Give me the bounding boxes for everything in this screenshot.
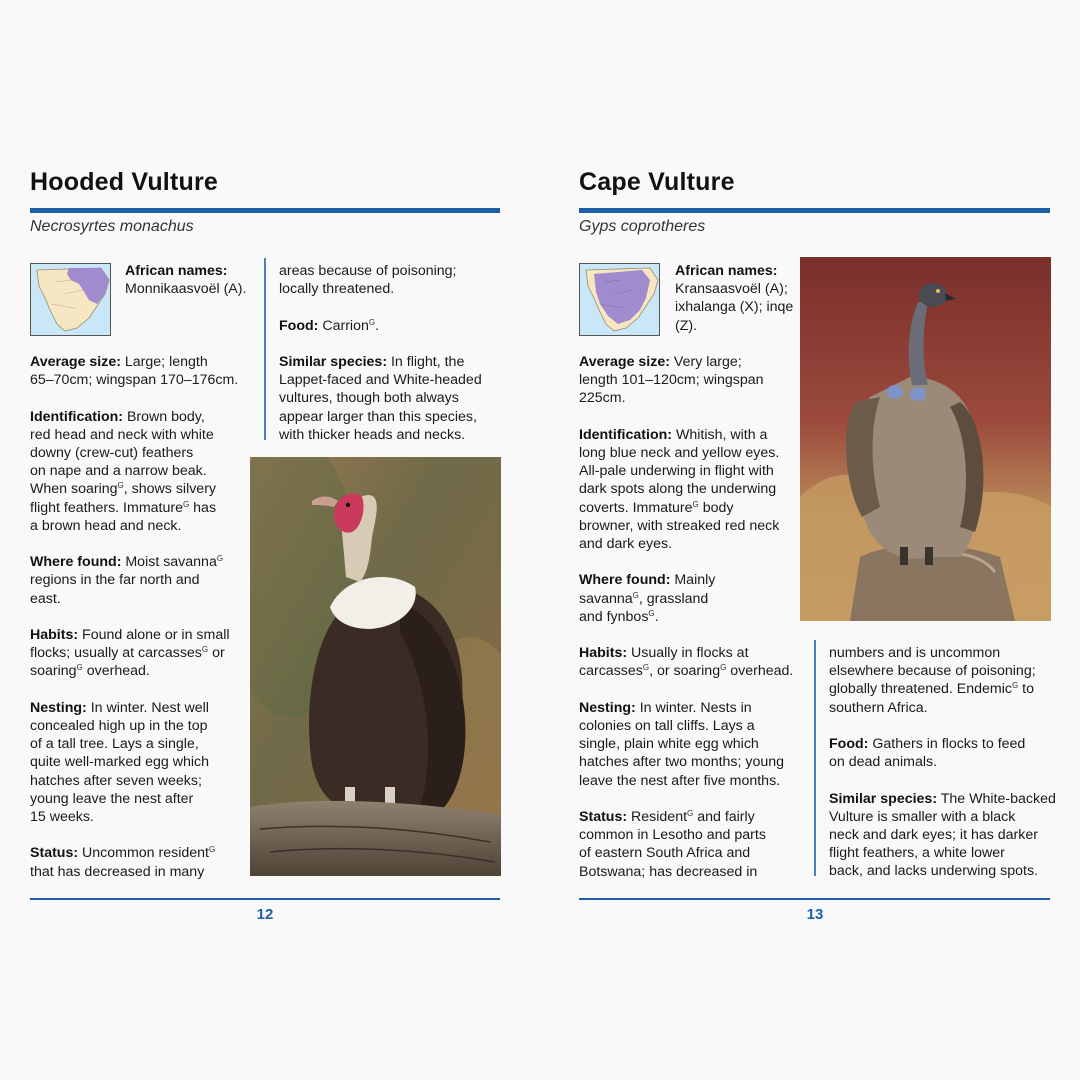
glossary-marker: G [209,845,216,855]
distribution-map [30,263,111,336]
glossary-marker: G [692,499,699,509]
paragraph [30,626,245,681]
text-line: red head and neck with white [30,426,214,443]
paragraph [579,353,804,408]
text-line: When soaring$^G$, shows silvery [30,481,217,498]
glossary-marker: G [368,317,376,327]
glossary-marker: G [76,663,83,673]
african-names-label: African names: [125,263,228,279]
text-line: areas because of poisoning; [279,263,457,279]
text-line: Habits: Usually in flocks at [579,645,749,662]
field-label: Similar species: [829,790,938,807]
paragraph [279,353,504,444]
paragraph [579,808,804,881]
text-line: coverts. Immature$^G$ body [579,499,734,516]
title-rule [579,208,1050,213]
text-line: on nape and a narrow beak. [30,463,207,480]
text-line: of a tall tree. Lays a single, [30,736,199,753]
paragraph [30,408,245,535]
glossary-marker: G [1011,681,1019,691]
field-label: Nesting: [579,699,636,716]
text-line: colonies on tall cliffs. Lays a [579,718,755,734]
field-label: Food: [279,317,319,334]
text-line: Nesting: In winter. Nests in [579,699,752,716]
text-line: quite well-marked egg which [30,754,210,771]
glossary-marker: G [201,645,209,655]
text-line: flocks; usually at carcasses$^G$ or [30,645,225,662]
text-column-1 [579,353,804,899]
text-line: concealed high up in the top [30,718,208,734]
african-names-line: (X); inqe (Z). [675,299,794,334]
paragraph [279,317,504,335]
text-line: soaring$^G$ overhead. [30,663,150,680]
footer-rule [579,898,1050,900]
text-column-2 [279,262,504,462]
text-line: Identification: Brown body, [30,408,205,425]
text-column-1 [30,353,245,899]
african-names-line: Kransaasvoël [675,281,761,298]
glossary-marker: G [648,608,655,618]
column-divider [814,640,816,876]
text-line: browner, with streaked red neck [579,517,780,534]
field-label: Nesting: [30,699,87,716]
text-line: of eastern South Africa and [579,845,751,862]
text-line: neck and dark eyes; it has darker [829,827,1038,843]
footer-rule [30,898,500,900]
field-label: Habits: [579,645,628,662]
text-line: 15 weeks. [30,809,94,826]
text-line: length 101–120cm; wingspan [579,372,764,389]
text-line: Similar species: In flight, the [279,353,465,370]
cape-vulture-photo [800,257,1051,621]
text-line: locally threatened. [279,281,395,298]
text-line: single, plain white egg which [579,736,759,753]
text-line: Lappet-faced and White-headed [279,372,482,389]
paragraph [279,262,504,298]
title-rule [30,208,500,213]
glossary-marker: G [216,554,224,564]
text-line: a brown head and neck. [30,517,182,534]
text-line: leave the nest after five months. [579,772,781,789]
text-line: Where found: Moist savanna$^G$ [30,554,224,571]
text-line: flight feathers, a white lower [829,845,1005,862]
text-line: Similar species: The White-backed [829,790,1056,807]
text-line: Botswana; has decreased in [579,863,758,880]
glossary-marker: G [632,590,639,600]
paragraph [30,553,245,608]
paragraph [30,353,245,389]
african-names-line: Monnikaasvoël (A). [125,281,247,298]
text-line: and fynbos$^G$. [579,608,659,625]
field-label: Identification: [30,408,124,425]
text-line: Average size: Very large; [579,354,742,370]
text-line: with thicker heads and necks. [279,426,466,443]
text-line: hatches after two months; young [579,754,785,771]
glossary-marker: G [642,663,650,673]
text-line: Average size: Large; length [30,354,208,370]
text-line: common in Lesotho and parts [579,827,766,844]
text-line: that has decreased in many [30,863,205,880]
glossary-marker: G [117,481,124,491]
text-line: elsewhere because of poisoning; [829,663,1036,680]
paragraph [30,844,245,880]
field-label: Average size: [30,354,121,370]
text-line: hatches after seven weeks; [30,772,202,789]
african-names-label: African names: [675,263,778,279]
text-line: Status: Resident$^G$ and fairly [579,809,755,825]
text-line: downy (crew-cut) feathers [30,445,194,461]
text-line: young leave the nest after [30,790,194,807]
field-label: Average size: [579,354,670,370]
paragraph [579,571,804,626]
text-line: on dead animals. [829,754,938,771]
paragraph [579,699,804,790]
text-column-2 [829,644,1054,899]
paragraph [579,644,804,680]
text-line: and dark eyes. [579,536,673,553]
text-line: savanna$^G$, grassland [579,590,709,607]
species-title: Cape Vulture [579,168,735,196]
african-names-line: (A); ixhalanga [675,281,788,316]
paragraph [829,644,1054,717]
text-line: dark spots along the underwing [579,481,777,498]
african-names [675,262,795,335]
text-line: All-pale underwing in flight with [579,463,774,480]
field-label: Food: [829,736,869,752]
text-line: 225cm. [579,390,626,407]
distribution-map [579,263,660,336]
field-label: Identification: [579,426,673,443]
glossary-marker: G [182,499,190,509]
page-number: 12 [256,906,274,923]
text-line: Nesting: In winter. Nest well [30,699,209,716]
right-page [540,0,1080,1080]
text-line: numbers and is uncommon [829,645,1001,661]
field-label: Status: [30,845,79,862]
column-divider [264,258,266,440]
text-line: Status: Uncommon resident$^G$ [30,845,216,862]
glossary-marker: G [687,809,694,818]
text-line: Food: Carrion$^G$. [279,317,380,334]
text-line: east. [30,590,61,607]
text-line: Identification: Whitish, with a [579,426,768,443]
text-line: long blue neck and yellow eyes. [579,445,780,461]
field-label: Status: [579,809,628,825]
text-line: flight feathers. Immature$^G$ has [30,499,217,516]
glossary-marker: G [720,663,727,673]
text-line: 65–70cm; wingspan 170–176cm. [30,372,239,389]
paragraph [30,699,245,826]
text-line: carcasses$^G$, or soaring$^G$ overhead. [579,663,794,680]
field-label: Where found: [30,554,122,571]
text-line: back, and lacks underwing spots. [829,863,1038,880]
african-names [125,262,260,298]
text-line: globally threatened. Endemic$^G$ to [829,681,1034,698]
species-title: Hooded Vulture [30,168,218,196]
field-label: Where found: [579,572,671,589]
text-line: Habits: Found alone or in small [30,627,230,643]
text-line: southern Africa. [829,699,928,716]
paragraph [829,790,1054,881]
page-number: 13 [806,906,824,923]
field-label: Habits: [30,627,79,643]
text-line: Food: Gathers in flocks to feed [829,736,1026,752]
paragraph [579,426,804,553]
text-line: Where found: Mainly [579,572,716,589]
text-line: vultures, though both always [279,390,459,407]
hooded-vulture-photo [250,457,501,876]
text-line: Vulture is smaller with a black [829,808,1016,825]
text-line: appear larger than this species, [279,408,477,425]
scientific-name: Gyps coprotheres [579,218,706,235]
scientific-name: Necrosyrtes monachus [30,218,194,235]
paragraph [829,735,1054,771]
field-label: Similar species: [279,353,388,370]
text-line: regions in the far north and [30,572,200,589]
